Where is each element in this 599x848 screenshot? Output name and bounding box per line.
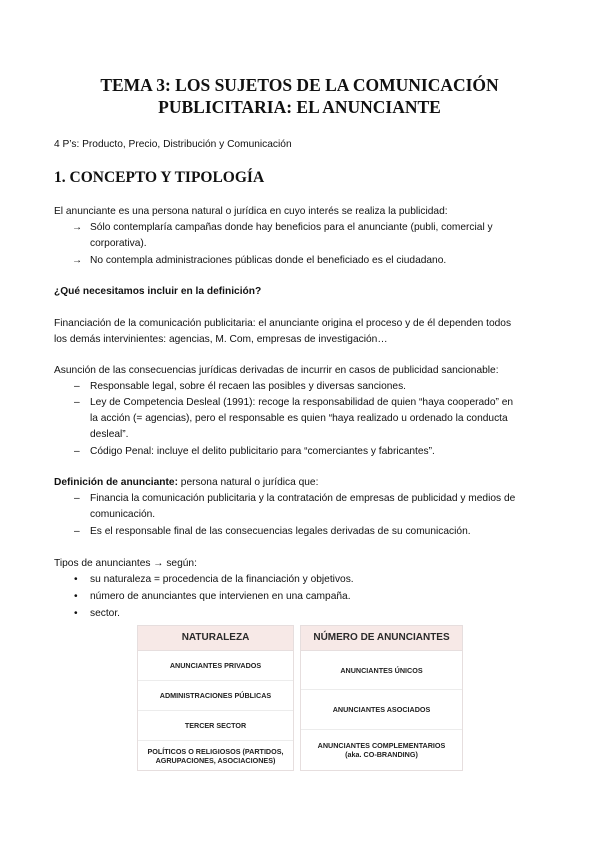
list-item-continuation: comunicación. [90,509,156,520]
definition-intro: El anunciante es una persona natural o jurídica en cuyo interés se realiza la publicidad: [54,206,448,217]
table-cell [301,690,462,730]
dash-icon: – [74,381,80,392]
financiacion-line-2: los demás intervinientes: agencias, M. Com, empresas de investigación… [54,334,388,345]
bullet-icon: • [74,591,78,602]
arrow-icon: → [72,222,83,233]
naturaleza-table [137,625,294,771]
cell-text: POLÍTICOS O RELIGIOSOS (PARTIDOS, [147,746,284,756]
cell-text: AGRUPACIONES, ASOCIACIONES) [155,755,276,765]
cell-text: ANUNCIANTES PRIVADOS [169,661,262,670]
question-heading: ¿Qué necesitamos incluir en la definición? [54,286,262,297]
numero-anunciantes-table [300,625,463,771]
definicion-rest: persona natural o jurídica que: [177,477,319,488]
asuncion-intro: Asunción de las consecuencias jurídicas derivadas de incurrir en casos de publicidad sancionable: [54,365,499,376]
list-item: su naturaleza = procedencia de la financiación y objetivos. [90,574,354,585]
cell-text: ANUNCIANTES COMPLEMENTARIOS [317,741,446,750]
list-item: Ley de Competencia Desleal (1991): recoge la responsabilidad de quien “haya cooperado” en [90,397,514,408]
table-header: NATURALEZA [138,626,293,651]
section-heading: 1. CONCEPTO Y TIPOLOGÍA [54,169,265,186]
table-cell [301,730,462,770]
dash-icon: – [74,446,80,457]
title-line-1: TEMA 3: LOS SUJETOS DE LA COMUNICACIÓN [100,75,499,95]
table-cell [138,711,293,741]
list-item: Financia la comunicación publicitaria y la contratación de empresas de publicidad y medios de [90,493,516,504]
dash-icon: – [74,526,80,537]
four-ps-line: 4 P’s: Producto, Precio, Distribución y Comunicación [54,139,292,150]
table-header: NÚMERO DE ANUNCIANTES [301,626,462,651]
cell-text: ADMINISTRACIONES PÚBLICAS [159,691,272,700]
cell-text: (aka. CO-BRANDING) [345,750,418,759]
arrow-icon: → [72,255,83,266]
bullet-icon: • [74,608,78,619]
table-cell [138,651,293,681]
title-line-2: PUBLICITARIA: EL ANUNCIANTE [158,97,441,117]
definicion-label: Definición de anunciante: [54,477,178,488]
tipos-intro: Tipos de anunciantes → según: [54,558,197,569]
dash-icon: – [74,493,80,504]
cell-text: TERCER SECTOR [184,721,247,730]
list-item: Responsable legal, sobre él recaen las posibles y diversas sanciones. [90,381,406,392]
list-item: número de anunciantes que intervienen en una campaña. [90,591,351,602]
dash-icon: – [74,397,80,408]
table-cell [138,741,293,770]
list-item-continuation: desleal”. [90,429,129,440]
list-item-continuation: la acción (= agencias), pero el responsable es quien “haya realizado u ordenado la conducta [90,413,508,424]
page-title [0,74,599,118]
definicion-line [54,475,546,491]
cell-text: ANUNCIANTES ÚNICOS [340,665,423,675]
list-item: No contempla administraciones públicas donde el beneficiado es el ciudadano. [90,255,447,266]
table-cell [138,681,293,711]
cell-text: ANUNCIANTES ASOCIADOS [332,705,431,714]
list-item-continuation: corporativa). [90,238,147,249]
table-cell [301,651,462,690]
list-item: Código Penal: incluye el delito publicitario para “comerciantes y fabricantes”. [90,446,435,457]
list-item: Es el responsable final de las consecuencias legales derivadas de su comunicación. [90,526,471,537]
list-item: sector. [90,608,121,619]
financiacion-line-1: Financiación de la comunicación publicitaria: el anunciante origina el proceso y de él dependen todos [54,318,512,329]
bullet-icon: • [74,574,78,585]
list-item: Sólo contemplaría campañas donde hay beneficios para el anunciante (publi, comercial y [90,222,493,233]
